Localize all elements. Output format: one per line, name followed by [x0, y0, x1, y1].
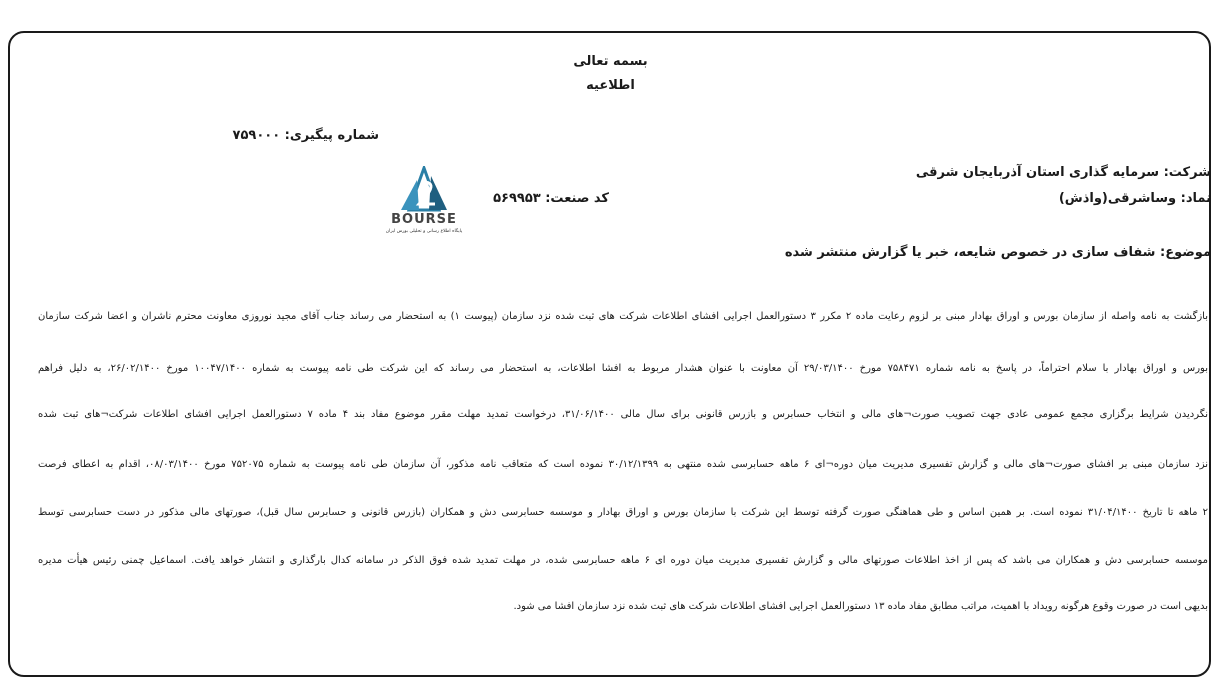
body-line: موسسه حسابرسی دش و همکاران می باشد که پس از اخذ اطلاعات صورتهای مالی و گزارش تفسیری مدیریت میان دوره ای ۶ ماهه حسابرسی شده، در مهلت تمدید شده فوق الذکر در سامانه کدال بارگذاری و انتشار خواهد یافت. اسماعیل چمنی رئیس هیأت مدیره [38, 555, 1209, 566]
body-line: نزد سازمان مبنی بر افشای صورت¬های مالی و گزارش تفسیری مدیریت میان دوره¬ای ۶ ماهه حسابرسی شده منتهی به ۳۰/۱۲/۱۳۹۹ نموده است که متعاقب نامه مذکور، آن سازمان طی نامه پیوست به شماره ۷۵۲۰۷۵ مورخ ۰۸/۰۳/۱۴۰۰، اقدام به اعطای فرصت [38, 459, 1209, 470]
body-line: بورس و اوراق بهادار با سلام احتراماً، در پاسخ به نامه شماره ۷۵۸۴۷۱ مورخ ۲۹/۰۳/۱۴۰۰ آن معاونت با عنوان هشدار مربوط به افشا اطلاعات، به استحضار می رساند که این شرکت طی نامه پیوست به شماره ۱۰۰۴۷/۱۴۰۰ مورخ ۲۶/۰۲/۱۴۰۰، به دلیل فراهم [38, 363, 1208, 374]
bourse-logo [379, 166, 469, 238]
header-title: اطلاعیه [586, 78, 635, 93]
subject-line: موضوع: شفاف سازی در خصوص شایعه، خبر یا گزارش منتشر شده [784, 245, 1211, 260]
company-name: شرکت: سرمایه گذاری استان آذربایجان شرقی [915, 165, 1211, 180]
body-line: ۲ ماهه تا تاریخ ۳۱/۰۴/۱۴۰۰ نموده است. بر همین اساس و طی هماهنگی صورت گرفته توسط این شرکت با سازمان بورس و اوراق بهادار و موسسه حسابرسی دش و همکاران (بازرس قانونی و حسابرس سال قبل)، صورتهای مالی مذکور در دست حسابرسی توسط [38, 507, 1209, 518]
header-bismillah: بسمه تعالی [573, 54, 648, 69]
industry-code: کد صنعت: ۵۶۹۹۵۳ [493, 191, 609, 206]
announcement-frame [8, 31, 1211, 677]
body-line: نگردیدن شرایط برگزاری مجمع عمومی عادی جهت تصویب صورت¬های مالی و انتخاب حسابرس و بازرس قانونی برای سال مالی ۳۱/۰۶/۱۴۰۰، درخواست تمدید مهلت مقرر موضوع مفاد بند ۴ ماده ۷ دستورالعمل اجرایی افشای اطلاعات شرکت¬های ثبت شده [38, 409, 1209, 420]
bourse-logo-text: BOURSE [391, 212, 457, 227]
body-line: بازگشت به نامه واصله از سازمان بورس و اوراق بهادار مبنی بر لزوم رعایت ماده ۲ مکرر ۳ دستورالعمل اجرایی افشای اطلاعات شرکت های ثبت شده نزد سازمان (پیوست ۱) به استحضار می رساند جناب آقای مجید نوروزی معاونت محترم ناشران و اعضا شرکت سازمان [38, 311, 1208, 322]
stock-symbol: نماد: وساشرقی(واذش) [1058, 191, 1211, 206]
tracking-number: شماره پیگیری: ۷۵۹۰۰۰ [232, 128, 379, 143]
bourse-logo-icon [379, 166, 469, 214]
body-line: بدیهی است در صورت وقوع هرگونه رویداد با اهمیت، مراتب مطابق مفاد ماده ۱۳ دستورالعمل اجرایی افشای اطلاعات شرکت های ثبت شده نزد سازمان افشا می شود. [513, 601, 1208, 612]
bourse-logo-subtext: پایگاه اطلاع رسانی و تحلیلی بورس ایران [385, 229, 463, 234]
